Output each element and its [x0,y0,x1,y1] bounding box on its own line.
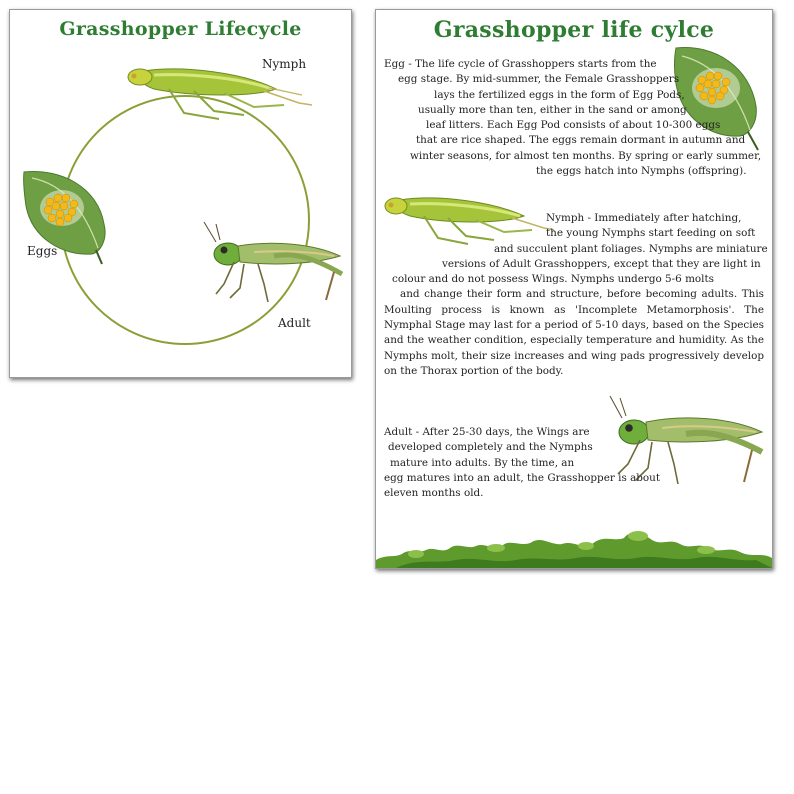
egg-line: egg stage. By mid-summer, the Female Grasshoppers [398,73,680,86]
lifecycle-diagram-card [9,9,352,378]
lifecycle-title: Grasshopper Lifecycle [59,18,302,40]
nymph-illustration [124,63,314,127]
egg-line: lays the fertilized eggs in the form of Egg Pods, [434,88,685,101]
nymph-label: Nymph [262,57,307,71]
nymph-line: on the Thorax portion of the body. [384,364,564,377]
eggs-label: Eggs [27,244,58,258]
egg-line: leaf litters. Each Egg Pod consists of about 10-300 eggs [426,119,721,132]
adult-line: eleven months old. [384,487,484,500]
adult-line: mature into adults. By the time, an [390,456,575,469]
adult-paragraph [384,425,684,501]
life-cycle-text-card [375,9,773,569]
adult-line: egg matures into an adult, the Grasshopper is about [384,471,661,484]
nymph-line: Nymphs molt, their size increases and wing pads progressively develop [384,349,764,362]
adult-line: developed completely and the Nymphs [388,441,593,454]
foliage-border [376,524,772,568]
egg-line: winter seasons, for almost ten months. By spring or early summer, [410,149,762,162]
egg-line: the eggs hatch into Nymphs (offspring). [536,165,747,178]
nymph-line: Nymphal Stage may last for a period of 5-10 days, based on the Species [384,319,764,332]
nymph-line: and change their form and structure, before becoming adults. This [400,288,764,301]
nymph-line: and the weather condition, especially temperature and humidity. As the [384,334,764,347]
adult-line: Adult - After 25-30 days, the Wings are [384,426,590,438]
egg-line: usually more than ten, either in the sand or among [418,103,687,116]
egg-paragraph [384,57,764,179]
nymph-line: and succulent plant foliages. Nymphs are miniature [494,242,768,255]
nymph-line: Nymph - Immediately after hatching, [546,212,742,224]
nymph-paragraph [384,211,768,379]
nymph-line: versions of Adult Grasshoppers, except that they are light in [442,257,761,270]
nymph-line: colour and do not possess Wings. Nymphs undergo 5-6 molts [392,273,715,286]
adult-grasshopper-illustration [194,222,344,304]
nymph-line: the young Nymphs start feeding on soft [546,227,756,240]
adult-label: Adult [278,316,311,330]
egg-line: that are rice shaped. The eggs remain dormant in autumn and [416,134,746,147]
life-cycle-title: Grasshopper life cylce [433,17,715,43]
egg-line: Egg - The life cycle of Grasshoppers starts from the [384,58,657,70]
nymph-line: Moulting process is known as 'Incomplete Metamorphosis'. The [384,303,764,316]
